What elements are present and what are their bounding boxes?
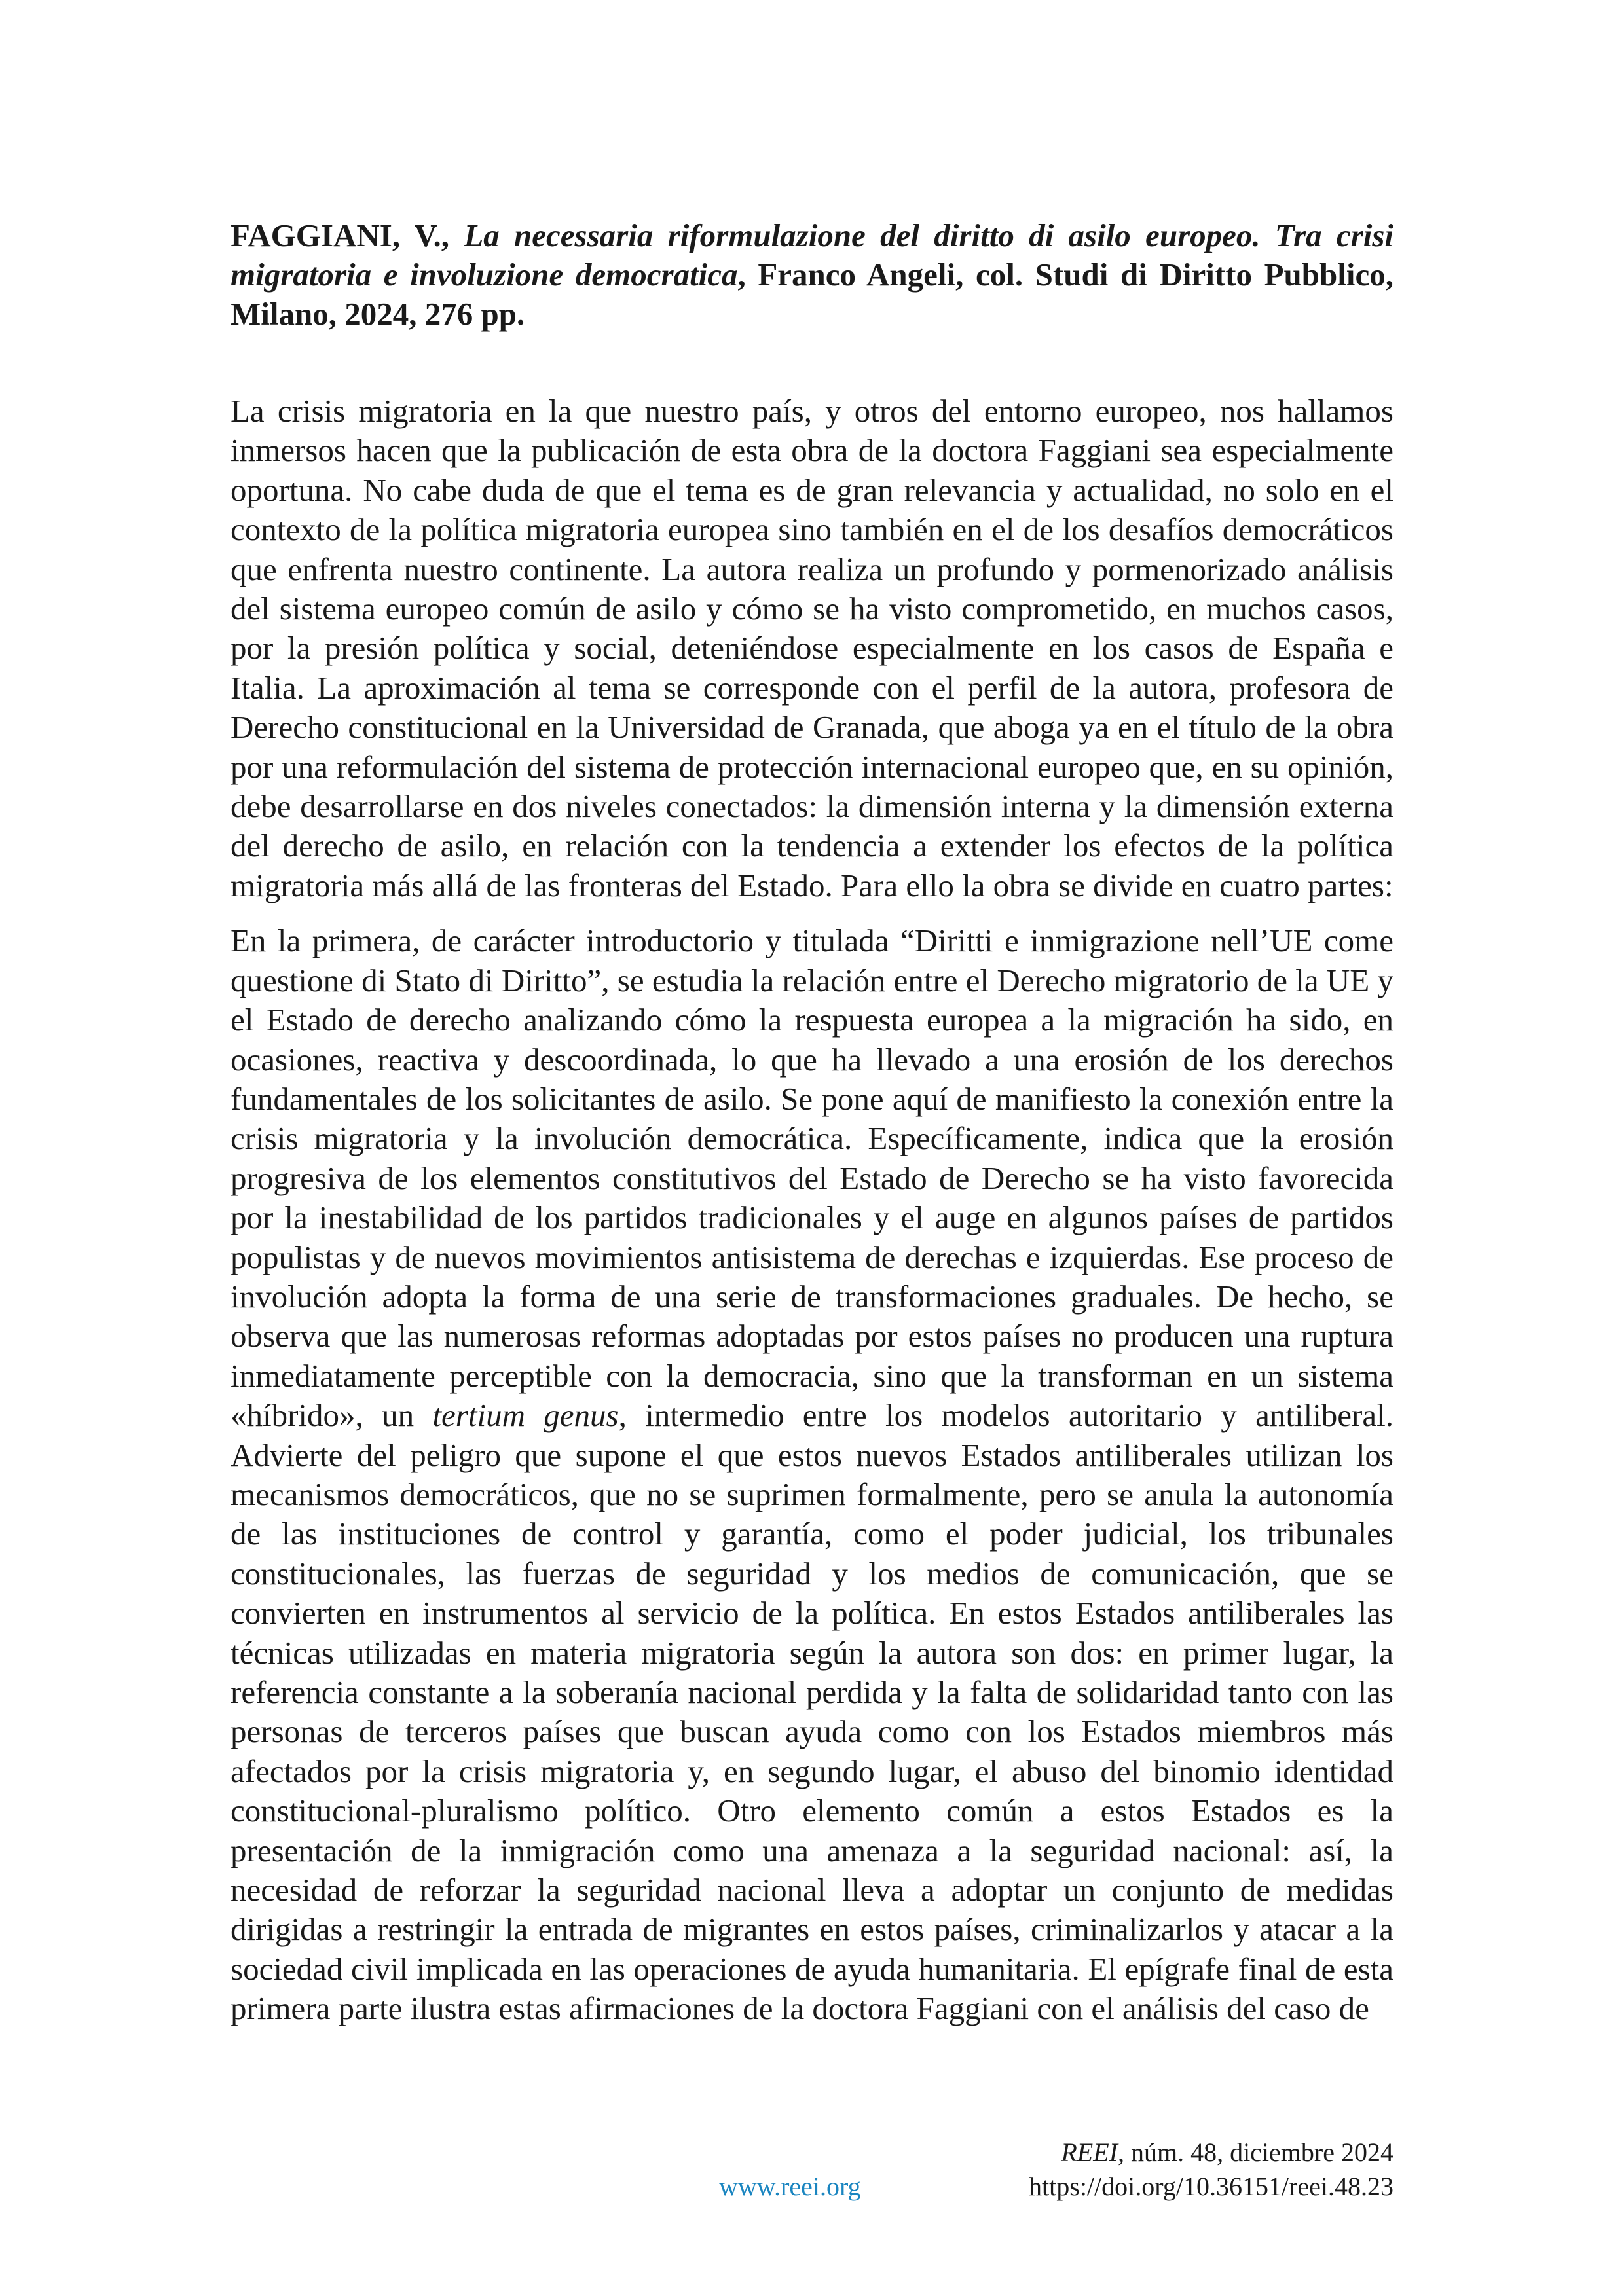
doi-link[interactable]: https://doi.org/10.36151/reei.48.23	[1028, 2172, 1393, 2201]
paragraph-first-part	[231, 921, 1393, 2028]
paragraph-text: , intermedio entre los modelos autoritario y antiliberal. Advierte del peligro que supone el que estos nuevos Estados antiliberales utilizan los mecanismos democráticos, que no se suprimen formalmente, pero se anula la autonomía de las instituciones de control y garantía, como el poder judicial, los tribunales constitucionales, las fuerzas de seguridad y los medios de comunicación, que se convierten en instrumentos al servicio de la política. En estos Estados antiliberales las técnicas utilizadas en materia migratoria según la autora son dos: en primer lugar, la referencia constante a la soberanía nacional perdida y la falta de solidaridad tanto con las personas de terceros países que buscan ayuda como con los Estados miembros más afectados por la crisis migratoria y, en segundo lugar, el abuso del binomio identidad constitucional-pluralismo político. Otro elemento común a estos Estados es la presentación de la inmigración como una amenaza a la seguridad nacional: así, la necesidad de reforzar la seguridad nacional lleva a adoptar un conjunto de medidas dirigidas a restringir la entrada de migrantes en estos países, criminalizarlos y atacar a la sociedad civil implicada en las operaciones de ayuda humanitaria. El epígrafe final de esta primera parte ilustra estas afirmaciones de la doctora Faggiani con el análisis del caso de	[231, 1397, 1393, 2027]
issue-info: , núm. 48, diciembre 2024	[1117, 2138, 1393, 2167]
review-page	[231, 216, 1393, 2045]
journal-issue	[1061, 2136, 1393, 2170]
paragraph-intro: La crisis migratoria en la que nuestro país, y otros del entorno europeo, nos hallamos inmersos hacen que la publicación de esta obra de la doctora Faggiani sea especialmente oportuna. No cabe duda de que el tema es de gran relevancia y actualidad, no solo en el contexto de la política migratoria europea sino también en el de los desafíos democráticos que enfrenta nuestro continente. La autora realiza un profundo y pormenorizado análisis del sistema europeo común de asilo y cómo se ha visto comprometido, en muchos casos, por la presión política y social, deteniéndose especialmente en los casos de España e Italia. La aproximación al tema se corresponde con el perfil de la autora, profesora de Derecho constitucional en la Universidad de Granada, que aboga ya en el título de la obra por una reformulación del sistema de protección internacional europeo que, en su opinión, debe desarrollarse en dos niveles conectados: la dimensión interna y la dimensión externa del derecho de asilo, en relación con la tendencia a extender los efectos de la política migratoria más allá de las fronteras del Estado. Para ello la obra se divide en cuatro partes:	[231, 393, 1393, 903]
paragraph-text: En la primera, de carácter introductorio y titulada “Diritti e inmigrazione nell’UE come questione di Stato di Diritto”, se estudia la relación entre el Derecho migratorio de la UE y el Estado de derecho analizando cómo la respuesta europea a la migración ha sido, en ocasiones, reactiva y descoordinada, lo que ha llevado a una erosión de los derechos fundamentales de los solicitantes de asilo. Se pone aquí de manifiesto la conexión entre la crisis migratoria y la involución democrática. Específicamente, indica que la erosión progresiva de los elementos constitutivos del Estado de Derecho se ha visto favorecida por la inestabilidad de los partidos tradicionales y el auge en algunos países de partidos populistas y de nuevos movimientos antisistema de derechas e izquierdas. Ese proceso de involución adopta la forma de una serie de transformaciones graduales. De hecho, se observa que las numerosas reformas adoptadas por estos países no producen una ruptura inmediatamente perceptible con la democracia, sino que la transforman en un sistema «híbrido», un	[231, 922, 1393, 1434]
book-publication-details: , Franco Angeli, col. Studi di Diritto Pubblico, Milano, 2024, 276 pp.	[231, 257, 1393, 332]
review-body	[231, 392, 1393, 2029]
book-author: FAGGIANI, V.,	[231, 217, 450, 253]
book-reference-heading	[231, 216, 1393, 334]
italic-term: tertium genus	[432, 1397, 619, 1434]
book-title: La necessaria riformulazione del diritto di asilo europeo. Tra crisi migratoria e involuzione democratica	[231, 217, 1393, 293]
website-link[interactable]: www.reei.org	[719, 2172, 861, 2201]
journal-name: REEI	[1061, 2138, 1118, 2167]
